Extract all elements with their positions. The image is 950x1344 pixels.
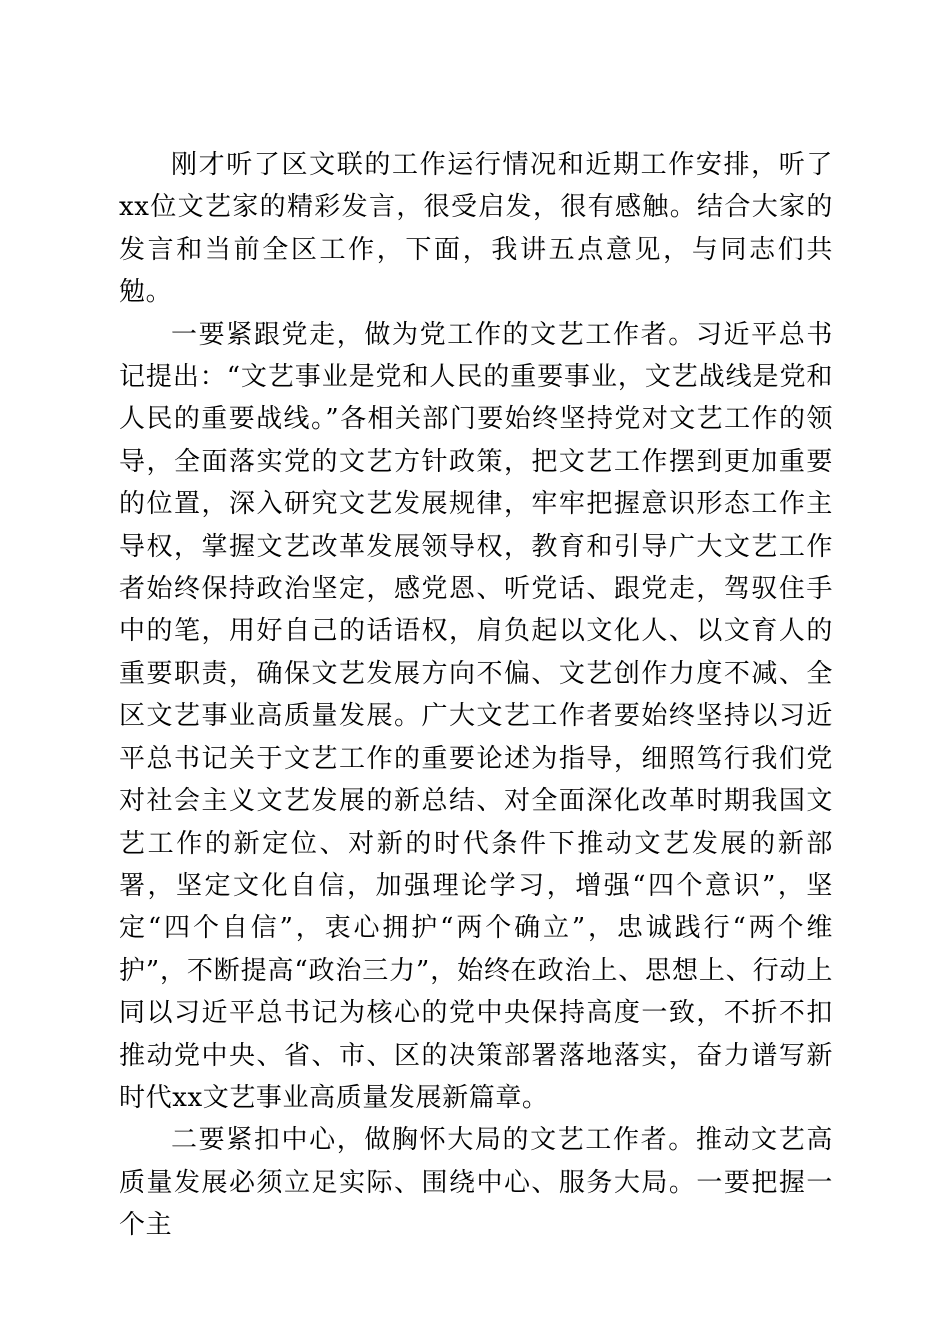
paragraph-point-one: 一要紧跟党走，做为党工作的文艺工作者。习近平总书记提出：“文艺事业是党和人民的重要事业，文艺战线是党和人民的重要战线。”各相关部门要始终坚持党对文艺工作的领导，全面落实党的文艺方针政策，把文艺工作摆到更加重要的位置，深入研究文艺发展规律，牢牢把握意识形态工作主导权，掌握文艺改革发展领导权，教育和引导广大文艺工作者始终保持政治坚定，感党恩、听党话、跟党走，驾驭住手中的笔，用好自己的话语权，肩负起以文化人、以文育人的重要职责，确保文艺发展方向不偏、文艺创作力度不减、全区文艺事业高质量发展。广大文艺工作者要始终坚持以习近平总书记关于文艺工作的重要论述为指导，细照笃行我们党对社会主义文艺发展的新总结、对全面深化改革时期我国文艺工作的新定位、对新的时代条件下推动文艺发展的新部署，坚定文化自信，加强理论学习，增强“四个意识”，坚定“四个自信”，衷心拥护“两个确立”，忠诚践行“两个维护”，不断提高“政治三力”，始终在政治上、思想上、行动上同以习近平总书记为核心的党中央保持高度一致，不折不扣推动党中央、省、市、区的决策部署落地落实，奋力谱写新时代xx文艺事业高质量发展新篇章。 [119,319,833,1113]
paragraph-point-two: 二要紧扣中心，做胸怀大局的文艺工作者。推动文艺高质量发展必须立足实际、围绕中心、服务大局。一要把握一个主 [119,1125,833,1241]
paragraph-opening: 刚才听了区文联的工作运行情况和近期工作安排，听了xx位文艺家的精彩发言，很受启发，很有感触。结合大家的发言和当前全区工作，下面，我讲五点意见，与同志们共勉。 [119,150,833,308]
document-body [119,144,833,1247]
